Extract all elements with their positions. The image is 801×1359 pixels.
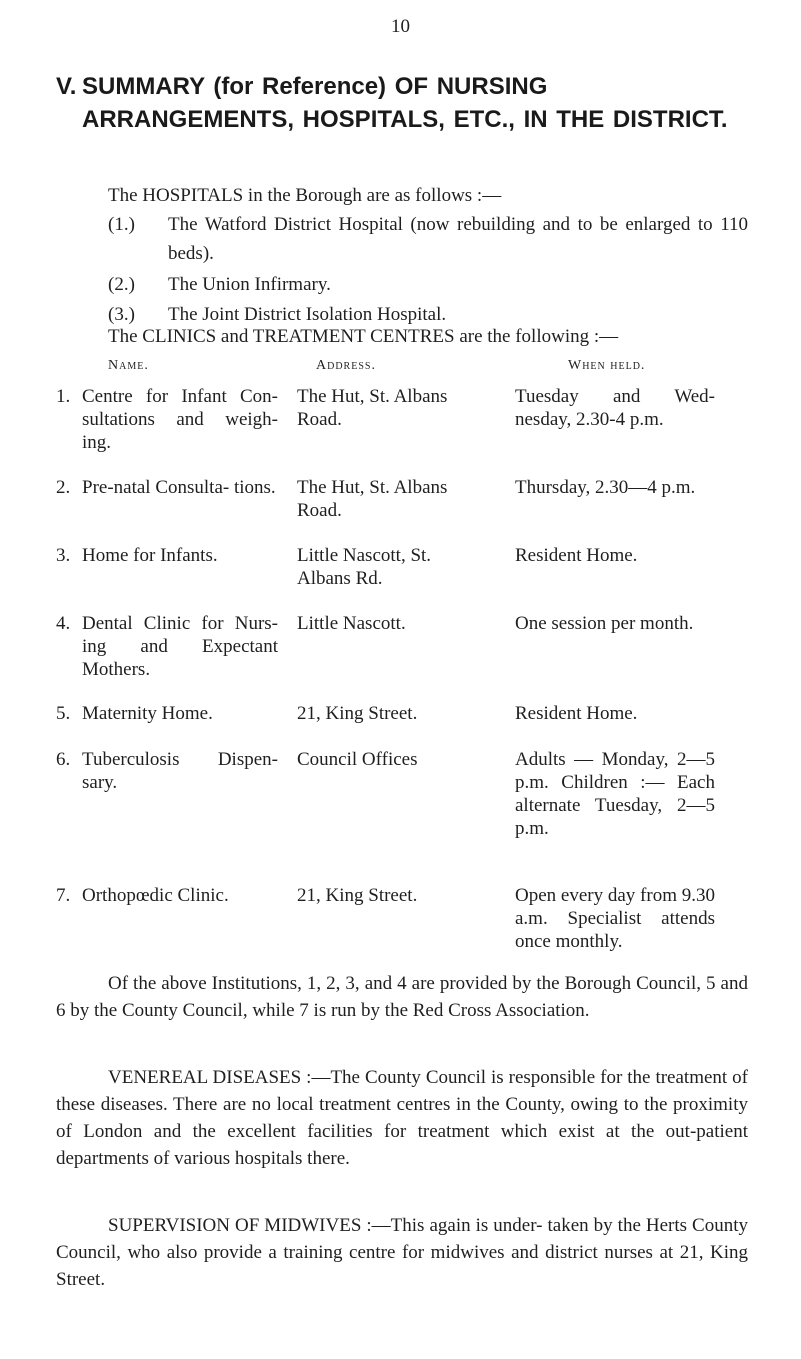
clinic-address: Council Offices bbox=[297, 749, 418, 770]
hospital-item bbox=[108, 210, 748, 268]
clinic-name: Pre-natal Consulta- tions. bbox=[82, 477, 276, 498]
hospital-item bbox=[108, 300, 748, 329]
hospital-number: (1.) bbox=[108, 214, 135, 235]
column-header-when: When held. bbox=[568, 358, 646, 373]
row-number: 6. bbox=[56, 749, 71, 770]
clinic-name: Home for Infants. bbox=[82, 545, 218, 566]
clinic-address: The Hut, St. Albans Road. bbox=[297, 477, 448, 521]
row-number: 7. bbox=[56, 885, 71, 906]
clinic-when: Thursday, 2.30—4 p.m. bbox=[515, 477, 696, 498]
clinic-when: One session per month. bbox=[515, 613, 694, 634]
section-number: V. bbox=[56, 73, 77, 100]
row-number: 1. bbox=[56, 386, 71, 407]
hospital-item bbox=[108, 270, 748, 299]
institutions-paragraph: Of the above Institutions, 1, 2, 3, and 4 are provided by the Borough Council, 5 and 6 by the County Council, while 7 is run by the Red Cross Association. bbox=[56, 973, 748, 1021]
clinic-address: 21, King Street. bbox=[297, 885, 418, 906]
clinic-when: Open every day from 9.30 a.m. Specialist attends once monthly. bbox=[515, 885, 715, 952]
hospital-text: The Watford District Hospital (now rebuilding and to be enlarged to 110 beds). bbox=[168, 214, 748, 264]
clinic-name: Centre for Infant Con- sultations and weigh- ing. bbox=[82, 386, 278, 453]
venereal-diseases-paragraph: VENEREAL DISEASES :—The County Council is responsible for the treatment of these diseases. There are no local treatment centres in the County, owing to the proximity of London and the excellent facilities for treatment which exist at the out-patient departments of various hospitals there. bbox=[56, 1067, 748, 1169]
section-heading bbox=[56, 70, 762, 136]
row-number: 3. bbox=[56, 545, 71, 566]
hospital-number: (3.) bbox=[108, 304, 135, 325]
midwives-paragraph: SUPERVISION OF MIDWIVES :—This again is under- taken by the Herts County Council, who also provide a training centre for midwives and district nurses at 21, King Street. bbox=[56, 1215, 748, 1290]
hospital-text: The Union Infirmary. bbox=[168, 274, 331, 295]
hospitals-intro: The HOSPITALS in the Borough are as follows :— bbox=[108, 185, 502, 206]
clinic-when: Adults — Monday, 2—5 p.m. Children :— Each alternate Tuesday, 2—5 p.m. bbox=[515, 749, 715, 839]
clinic-when: Resident Home. bbox=[515, 545, 638, 566]
clinic-name: Orthopœdic Clinic. bbox=[82, 885, 229, 906]
clinic-name: Tuberculosis Dispen- sary. bbox=[82, 749, 278, 793]
clinic-when: Tuesday and Wed- nesday, 2.30-4 p.m. bbox=[515, 386, 715, 430]
clinic-address: 21, King Street. bbox=[297, 703, 418, 724]
row-number: 5. bbox=[56, 703, 71, 724]
row-number: 2. bbox=[56, 477, 71, 498]
clinic-name: Dental Clinic for Nurs- ing and Expectant Mothers. bbox=[82, 613, 278, 680]
row-number: 4. bbox=[56, 613, 71, 634]
clinics-intro: The CLINICS and TREATMENT CENTRES are the following :— bbox=[108, 326, 619, 347]
column-header-address: Address. bbox=[316, 358, 376, 373]
clinic-address: Little Nascott, St. Albans Rd. bbox=[297, 545, 432, 589]
page-number: 10 bbox=[391, 16, 410, 37]
clinic-when: Resident Home. bbox=[515, 703, 638, 724]
clinic-name: Maternity Home. bbox=[82, 703, 213, 724]
clinic-address: Little Nascott. bbox=[297, 613, 406, 634]
column-header-name: Name. bbox=[108, 358, 149, 373]
hospital-number: (2.) bbox=[108, 274, 135, 295]
section-title: SUMMARY (for Reference) OF NURSING ARRANGEMENTS, HOSPITALS, ETC., IN THE DISTRICT. bbox=[82, 73, 728, 133]
hospital-text: The Joint District Isolation Hospital. bbox=[168, 304, 447, 325]
clinic-address: The Hut, St. Albans Road. bbox=[297, 386, 448, 430]
